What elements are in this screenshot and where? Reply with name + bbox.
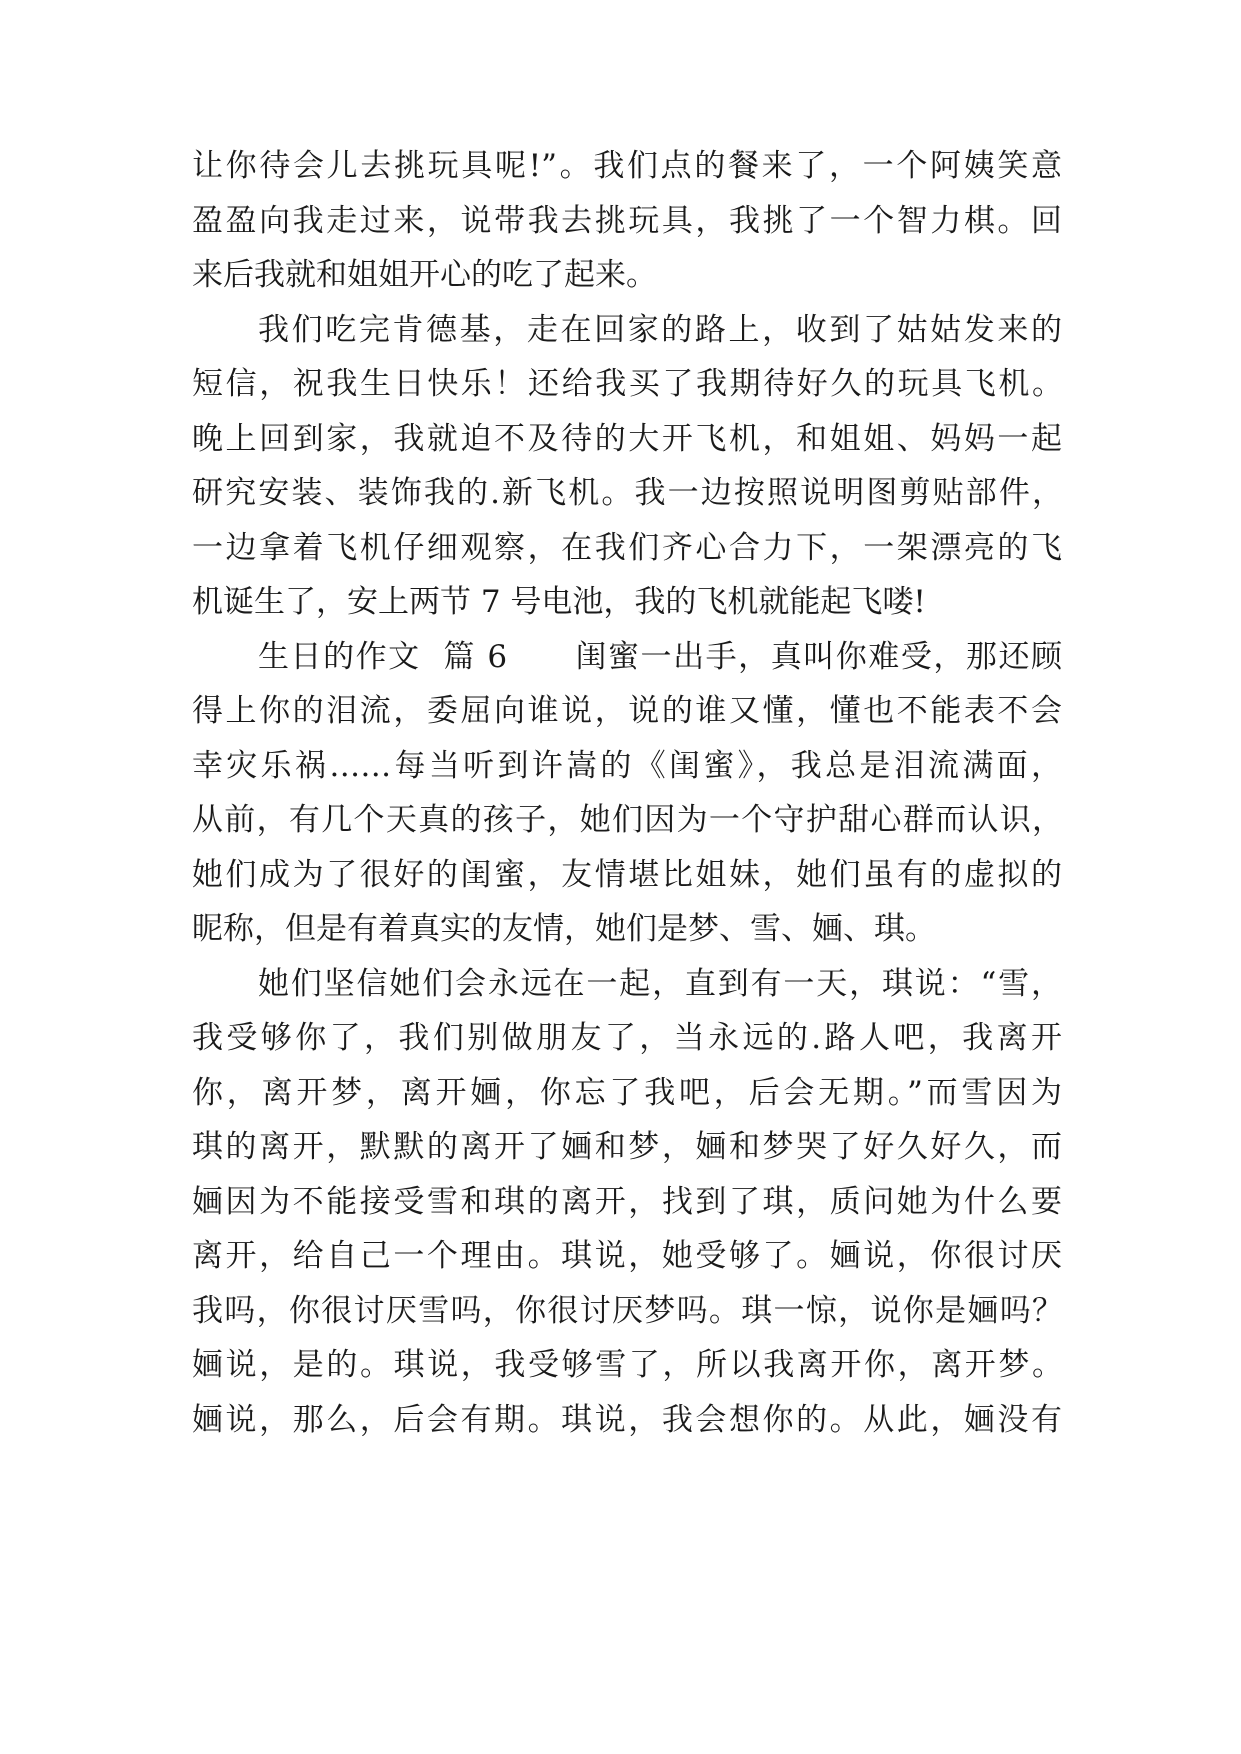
text-line: 她们成为了很好的闺蜜，友情堪比姐妹，她们虽有的虚拟的 xyxy=(192,857,1062,893)
text-line: 研究安装、装饰我的.新飞机。我一边按照说明图剪贴部件， xyxy=(192,475,1062,511)
text-line: 让你待会儿去挑玩具呢!”。我们点的餐来了，一个阿姨笑意 xyxy=(192,148,1062,184)
text-line: 她们坚信她们会永远在一起，直到有一天，琪说：“雪， xyxy=(258,966,1062,1002)
section-heading-line: 生日的作文 篇 6 闺蜜一出手，真叫你难受，那还顾 xyxy=(258,639,1062,675)
text-line: 幸灾乐祸……每当听到许嵩的《闺蜜》，我总是泪流满面， xyxy=(192,748,1062,784)
text-line: 婳说，那么，后会有期。琪说，我会想你的。从此，婳没有 xyxy=(192,1402,1062,1438)
text-line: 你，离开梦，离开婳，你忘了我吧，后会无期。”而雪因为 xyxy=(192,1075,1062,1111)
text-line: 机诞生了，安上两节 7 号电池，我的飞机就能起飞喽! xyxy=(192,584,926,620)
text-line: 盈盈向我走过来，说带我去挑玩具，我挑了一个智力棋。回 xyxy=(192,203,1062,239)
text-line: 离开，给自己一个理由。琪说，她受够了。婳说，你很讨厌 xyxy=(192,1238,1062,1274)
text-line: 琪的离开，默默的离开了婳和梦，婳和梦哭了好久好久，而 xyxy=(192,1129,1062,1165)
text-line: 得上你的泪流，委屈向谁说，说的谁又懂，懂也不能表不会 xyxy=(192,693,1062,729)
text-line: 一边拿着飞机仔细观察，在我们齐心合力下，一架漂亮的飞 xyxy=(192,530,1062,566)
text-line: 短信，祝我生日快乐！还给我买了我期待好久的玩具飞机。 xyxy=(192,366,1062,402)
text-line: 婳因为不能接受雪和琪的离开，找到了琪，质问她为什么要 xyxy=(192,1184,1062,1220)
text-line: 我们吃完肯德基，走在回家的路上，收到了姑姑发来的 xyxy=(258,312,1062,348)
text-line: 我受够你了，我们别做朋友了，当永远的.路人吧，我离开 xyxy=(192,1020,1062,1056)
text-line: 婳说，是的。琪说，我受够雪了，所以我离开你，离开梦。 xyxy=(192,1347,1062,1383)
text-line: 来后我就和姐姐开心的吃了起来。 xyxy=(192,257,657,293)
text-line: 晚上回到家，我就迫不及待的大开飞机，和姐姐、妈妈一起 xyxy=(192,421,1062,457)
text-line: 从前，有几个天真的孩子，她们因为一个守护甜心群而认识， xyxy=(192,802,1062,838)
text-line: 昵称，但是有着真实的友情，她们是梦、雪、婳、琪。 xyxy=(192,911,936,947)
text-line: 我吗，你很讨厌雪吗，你很讨厌梦吗。琪一惊，说你是婳吗？ xyxy=(192,1293,1062,1329)
